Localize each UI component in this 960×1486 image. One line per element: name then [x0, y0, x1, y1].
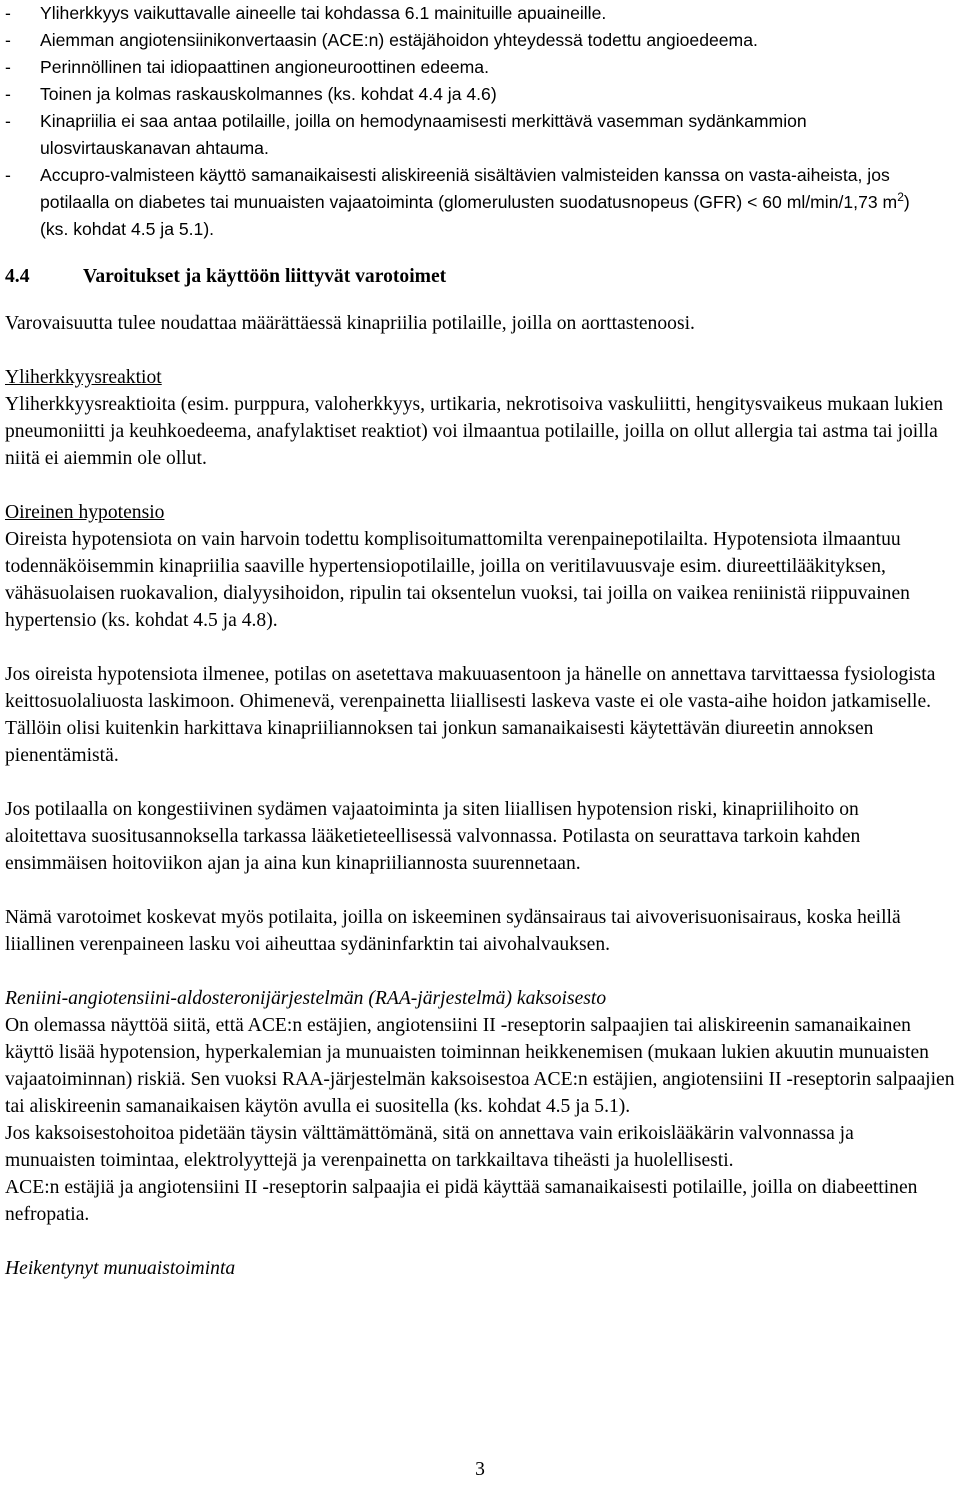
hypotension-paragraph-3: Jos potilaalla on kongestiivinen sydämen vajaatoiminta ja siten liiallisen hypotension riski, kinapriilihoito on aloitettava suositusannoksella tarkassa lääketieteellisessä valvonnassa. Potilasta on seurattava tarkoin kahden ensimmäisen hoitoviikon ajan ja aina kun kinapriiliannosta suurennetaan.: [5, 799, 861, 874]
contraindications-list: [5, 0, 960, 243]
renal-heading: Heikentynyt munuaistoiminta: [5, 1258, 236, 1279]
list-item-text-end: ) (ks. kohdat 4.5 ja 5.1).: [40, 192, 910, 239]
hypersensitivity-paragraph: Yliherkkyysreaktioita (esim. purppura, valoherkkyys, urtikaria, nekrotisoiva vaskuliitti, hengitysvaikeus mukaan lukien pneumoniitti ja keuhkoedeema, anafylaktiset reaktiot) voi ilmaantua potilaille, joilla on ollut allergia tai astma tai joilla niitä ei aiemmin ole ollut.: [5, 394, 944, 469]
page-number: 3: [475, 1459, 485, 1480]
list-dash: -: [5, 3, 11, 23]
list-item-text: Perinnöllinen tai idiopaattinen angioneuroottinen edeema.: [40, 57, 489, 77]
raa-heading: Reniini-angiotensiini-aldosteronijärjestelmän (RAA-järjestelmä) kaksoisesto: [5, 988, 607, 1009]
hypersensitivity-heading: Yliherkkyysreaktiot: [5, 367, 162, 388]
list-item-accupro: [5, 162, 920, 243]
list-item: [5, 0, 940, 27]
list-item-text: Yliherkkyys vaikuttavalle aineelle tai kohdassa 6.1 mainituille apuaineille.: [40, 3, 607, 23]
list-item: [5, 81, 960, 108]
list-item-text: Toinen ja kolmas raskauskolmannes (ks. kohdat 4.4 ja 4.6): [40, 84, 497, 104]
section-number: 4.4: [5, 266, 30, 287]
hypotension-paragraph-4: Nämä varotoimet koskevat myös potilaita, joilla on iskeeminen sydänsairaus tai aivoverisuonisairaus, koska heillä liiallinen verenpaineen lasku voi aiheuttaa sydäninfarktin tai aivohalvauksen.: [5, 907, 901, 955]
list-item: [5, 54, 960, 81]
section-title: Varoitukset ja käyttöön liittyvät varotoimet: [83, 266, 447, 287]
raa-paragraph-1: On olemassa näyttöä siitä, että ACE:n estäjien, angiotensiini II -reseptorin salpaajien tai aliskireenin samanaikainen käyttö lisää hypotension, hyperkalemian ja munuaisten toiminnan heikkenemisen (mukaan lukien akuutin munuaisten vajaatoiminnan) riskiä. Sen vuoksi RAA-järjestelmän kaksoisestoa ACE:n estäjien, angiotensiini II -reseptorin salpaajien tai aliskireenin samanaikaisen käytön avulla ei suositella (ks. kohdat 4.5 ja 5.1).: [5, 1015, 955, 1117]
list-dash: -: [5, 30, 11, 50]
list-item: [5, 27, 960, 54]
list-dash: -: [5, 165, 11, 185]
list-dash: -: [5, 111, 11, 131]
hypotension-heading: Oireinen hypotensio: [5, 502, 165, 523]
list-item-text: Aiemman angiotensiinikonvertaasin (ACE:n) estäjähoidon yhteydessä todettu angioedeema.: [40, 30, 758, 50]
raa-paragraph-3: ACE:n estäjiä ja angiotensiini II -reseptorin salpaajia ei pidä käyttää samanaikaisesti potilaille, joilla on diabeettinen nefropatia.: [5, 1177, 918, 1225]
hypotension-paragraph-2: Jos oireista hypotensiota ilmenee, potilas on asetettava makuuasentoon ja hänelle on annettava tarvittaessa fysiologista keittosuolaliuosta laskimoon. Ohimenevä, verenpainetta liiallisesti laskeva vaste ei ole vasta-aihe hoidon jatkamiselle. Tällöin olisi kuitenkin harkittava kinapriiliannoksen tai jonkun samanaikaisesti käytettävän diureetin annoksen pienentämistä.: [5, 664, 936, 766]
list-item-text: Kinapriilia ei saa antaa potilaille, joilla on hemodynaamisesti merkittävä vasemman sydänkammion ulosvirtauskanavan ahtauma.: [40, 111, 807, 158]
list-item: [5, 108, 840, 162]
intro-paragraph: Varovaisuutta tulee noudattaa määrättäessä kinapriilia potilaille, joilla on aorttastenoosi.: [5, 313, 695, 334]
document-page: [5, 0, 960, 1282]
list-item-text: Accupro-valmisteen käyttö samanaikaisesti aliskireeniä sisältävien valmisteiden kanssa on vasta-aiheista, jos potilaalla on diabetes tai munuaisten vajaatoiminta (glomerulusten suodatusnopeus (GFR) < 60 ml/min/1,73 m: [40, 165, 898, 212]
hypotension-paragraph-1: Oireista hypotensiota on vain harvoin todettu komplisoitumattomilta verenpainepotilailta. Hypotensiota ilmaantuu todennäköisemmin kinapriilia saaville hypertensiopotilaille, joilla on veritilavuusvaje esim. diureettilääkityksen, vähäsuolaisen ruokavalion, dialyysihoidon, ripulin tai oksentelun vuoksi, tai joilla on vaikea reniinistä riippuvainen hypertensio (ks. kohdat 4.5 ja 4.8).: [5, 529, 910, 631]
list-dash: -: [5, 57, 11, 77]
list-dash: -: [5, 84, 11, 104]
section-heading: [5, 263, 960, 290]
raa-paragraph-2: Jos kaksoisestohoitoa pidetään täysin välttämättömänä, sitä on annettava vain erikoislääkärin valvonnassa ja munuaisten toimintaa, elektrolyyttejä ja verenpainetta on tarkkailtava tiheästi ja huolellisesti.: [5, 1123, 854, 1171]
superscript: 2: [897, 190, 904, 204]
